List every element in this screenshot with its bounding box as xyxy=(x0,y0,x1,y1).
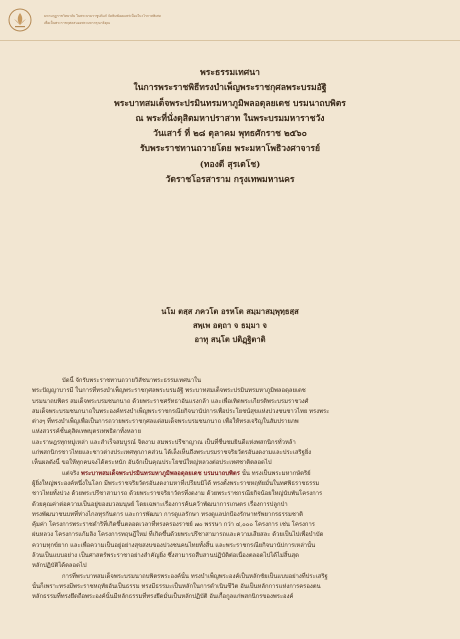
logo-container xyxy=(0,8,40,32)
title-line: ในการพระราชพิธีทรงบำเพ็ญพระราชกุศลพระบรมอัฐิ xyxy=(133,83,327,94)
title-line: พระบาทสมเด็จพระปรมินทรมหาภูมิพลอดุลยเดช บรมนาถบพิตร xyxy=(114,98,346,109)
title-line: วัดราชโอรสาราม กรุงเทพมหานคร xyxy=(165,175,295,186)
body-line: ต่างๆ ที่ทรงบำเพ็ญเพื่อเป็นการถวายพระราชกุศลแด่สมเด็จพระบรมชนกนาถ เพื่อให้ทรงเจริญในสัมปรายภพ xyxy=(32,419,299,426)
body-tail-text: นั้น ทรงเป็นพระมหากษัตริย์ xyxy=(241,470,311,477)
body-line: แห่งสวรรค์ชั้นดุสิตเทพบุตรเทพธิดาทั้งหลาย xyxy=(32,429,142,436)
title-line: พระธรรมเทศนา xyxy=(200,68,260,78)
header-line-1: มหามกุฏราชวิทยาลัย ในพระบรมราชูปถัมภ์ จัดพิมพ์เผยแพร่เนื่องในวโรกาสพิเศษ xyxy=(44,14,161,18)
pali-line: สพฺเพ อตฺถา จ ธมฺมา จ xyxy=(193,321,267,330)
body-line: ทรงพัฒนาชนบทที่ห่างไกลทุรกันดาร และการพัฒนา การดูแลรักษา ทรงดูแลปกป้องรักษาทรัพยากรธรรมชาติ xyxy=(32,511,303,518)
lotus-emblem-icon xyxy=(8,8,32,32)
pali-verse-block xyxy=(20,305,440,347)
header-titles xyxy=(44,14,161,26)
body-line: ผู้ยิ่งใหญ่พระองค์หนึ่งในโลก มีพระราชจริยวัตรอันงดงามหาที่เปรียบมิได้ ทรงตั้งพระราชหฤทัยมั่นในทศพิธราชธรรม xyxy=(32,480,320,487)
sermon-body xyxy=(32,376,432,603)
king-name-highlight: พระบาทสมเด็จพระปรมินทรมหาภูมิพลอดุลยเดช บรมนาถบพิตร xyxy=(81,469,240,477)
body-line-highlight xyxy=(32,469,432,479)
body-line: หลักธรรมที่ทรงยึดถือพระองค์นั้นมีหลักธรรมที่ทรงยึดมั่นเป็นหลักปฏิบัติ อันเกื้อกูลแก่พสกนิกรของพระองค์ xyxy=(32,594,294,601)
body-lead-text: แต่จริง xyxy=(62,470,80,477)
body-line: นั้นก็เพราะทรงมีพระราชหฤทัยอันเป็นธรรม ทรงมีธรรมะเป็นหลักในการดำเนินชีวิต อันเป็นหลักการแห่งการครองตน xyxy=(32,583,321,590)
body-line: พระปัญญาบารมี ในการที่ทรงบำเพ็ญพระราชกุศลพระบรมอัฐิ พระบาทสมเด็จพระปรมินทรมหาภูมิพลอดุลยเดช xyxy=(32,388,306,395)
body-line: บรมนาถบพิตร สมเด็จพระบรมชนกนาถ ด้วยพระราชศรัทธาอันแรงกล้า และเพื่อเทิดพระเกียรติพระบรมราชวงศ์ xyxy=(32,398,309,405)
body-line: ฝนหลวง โครงการแก้มลิง โครงการทฤษฎีใหม่ ที่เกิดขึ้นด้วยพระปรีชาสามารถและความเสียสละ ด้วยเป็นไปเพื่อบำบัด xyxy=(32,532,324,539)
pali-line: นโม ตสฺส ภควโต อรหโต สมฺมาสมฺพุทฺธสฺส xyxy=(161,307,299,316)
body-line: บัดนี้ จักรับพระราชทานถวายวิสัชนาพระธรรมเทศนาใน xyxy=(62,378,202,384)
document-header xyxy=(0,0,460,41)
body-line: และราษฎรทุกหมู่เหล่า และสำเร็จสมบูรณ์ จิตงาม สมพระปรีชาญาณ เป็นที่ชื่นชมยินดีแห่งพสกนิกรทั่วหล้า xyxy=(32,439,296,446)
title-line: วันเสาร์ ที่ ๒๘ ตุลาคม พุทธศักราช ๒๕๖๐ xyxy=(153,129,307,140)
pali-line: อาทุ สนฺโต ปติฏฺฐิตาติ xyxy=(194,335,266,344)
body-line: เห็นผลดังนี้ ขอให้ทุกคนจงได้ตระหนัก อันจักเป็นคุณประโยชน์ใหญ่หลวงต่อประเทศชาติตลอดไป xyxy=(32,460,272,467)
body-line: สมเด็จพระบรมชนกนาถในพระองค์ทรงบำเพ็ญพระราชกรณียกิจนานัปการเพื่อประโยชน์สุขแห่งปวงชนชาวไทย ทรงพระ xyxy=(32,408,330,415)
title-line: (ทองดี สุรเตโช) xyxy=(199,159,261,170)
body-line: ล้วนเป็นแบบอย่าง เป็นศาสตร์พระราชาอย่างสำคัญยิ่ง ซึ่งสามารถสืบสานปฏิบัติต่อเนื่องตลอดไปได้ไม่สิ้นสุด xyxy=(32,553,299,560)
title-line: รับพระราชทานถวายโดย พระมหาโพธิวงศาจารย์ xyxy=(139,144,321,155)
body-line: ชาวไทยทั้งปวง ด้วยพระปรีชาสามารถ ด้วยพระราชจริยาวัตรที่งดงาม ด้วยพระราชกรณียกิจน้อยใหญ่นับพันโครงการ xyxy=(32,491,323,498)
body-line: คุ้มค่า โครงการพระราชดำริที่เกิดขึ้นตลอดเวลาที่ทรงครองราชย์ ๗๐ พรรษา กว่า ๔,๐๐๐ โครงการ เช่น โครงการ xyxy=(32,522,315,529)
header-line-2: เพื่อเป็นพระราชกุศลสนองพระมหากรุณาธิคุณ xyxy=(44,21,110,25)
sermon-title-block xyxy=(20,66,440,188)
body-line: ความทุกข์ยาก และเพื่อความเป็นอยู่อย่างสุขสงบของปวงชนคนไทยทั้งสิ้น และพระราชกรณียกิจนานัปการเหล่านั้น xyxy=(32,542,316,549)
body-line: แก่พสกนิกรชาวไทยและชาวต่างประเทศทุกภาคส่วน ได้เล็งเห็นถึงพระบรมราชจริยวัตรอันงดงามและประเสริฐยิ่ง xyxy=(32,450,312,457)
title-line: ณ พระที่นั่งดุสิตมหาปราสาท ในพระบรมมหาราชวัง xyxy=(135,113,325,124)
body-line: หลักปฏิบัติได้ตลอดไป xyxy=(32,563,87,570)
body-line: การที่พระบาทสมเด็จพระบรมนาถบพิตรพระองค์นั้น ทรงบำเพ็ญพระองค์เป็นหลักชัยเป็นแบบอย่างที่ประเสริฐ xyxy=(62,573,328,580)
body-line: ด้วยคุณค่าต่อความเป็นอยู่ของมวลมนุษย์ โดยเฉพาะเรื่องการค้นคว้าพัฒนาการเกษตร เรื่องการปลูกป่า xyxy=(32,501,288,508)
